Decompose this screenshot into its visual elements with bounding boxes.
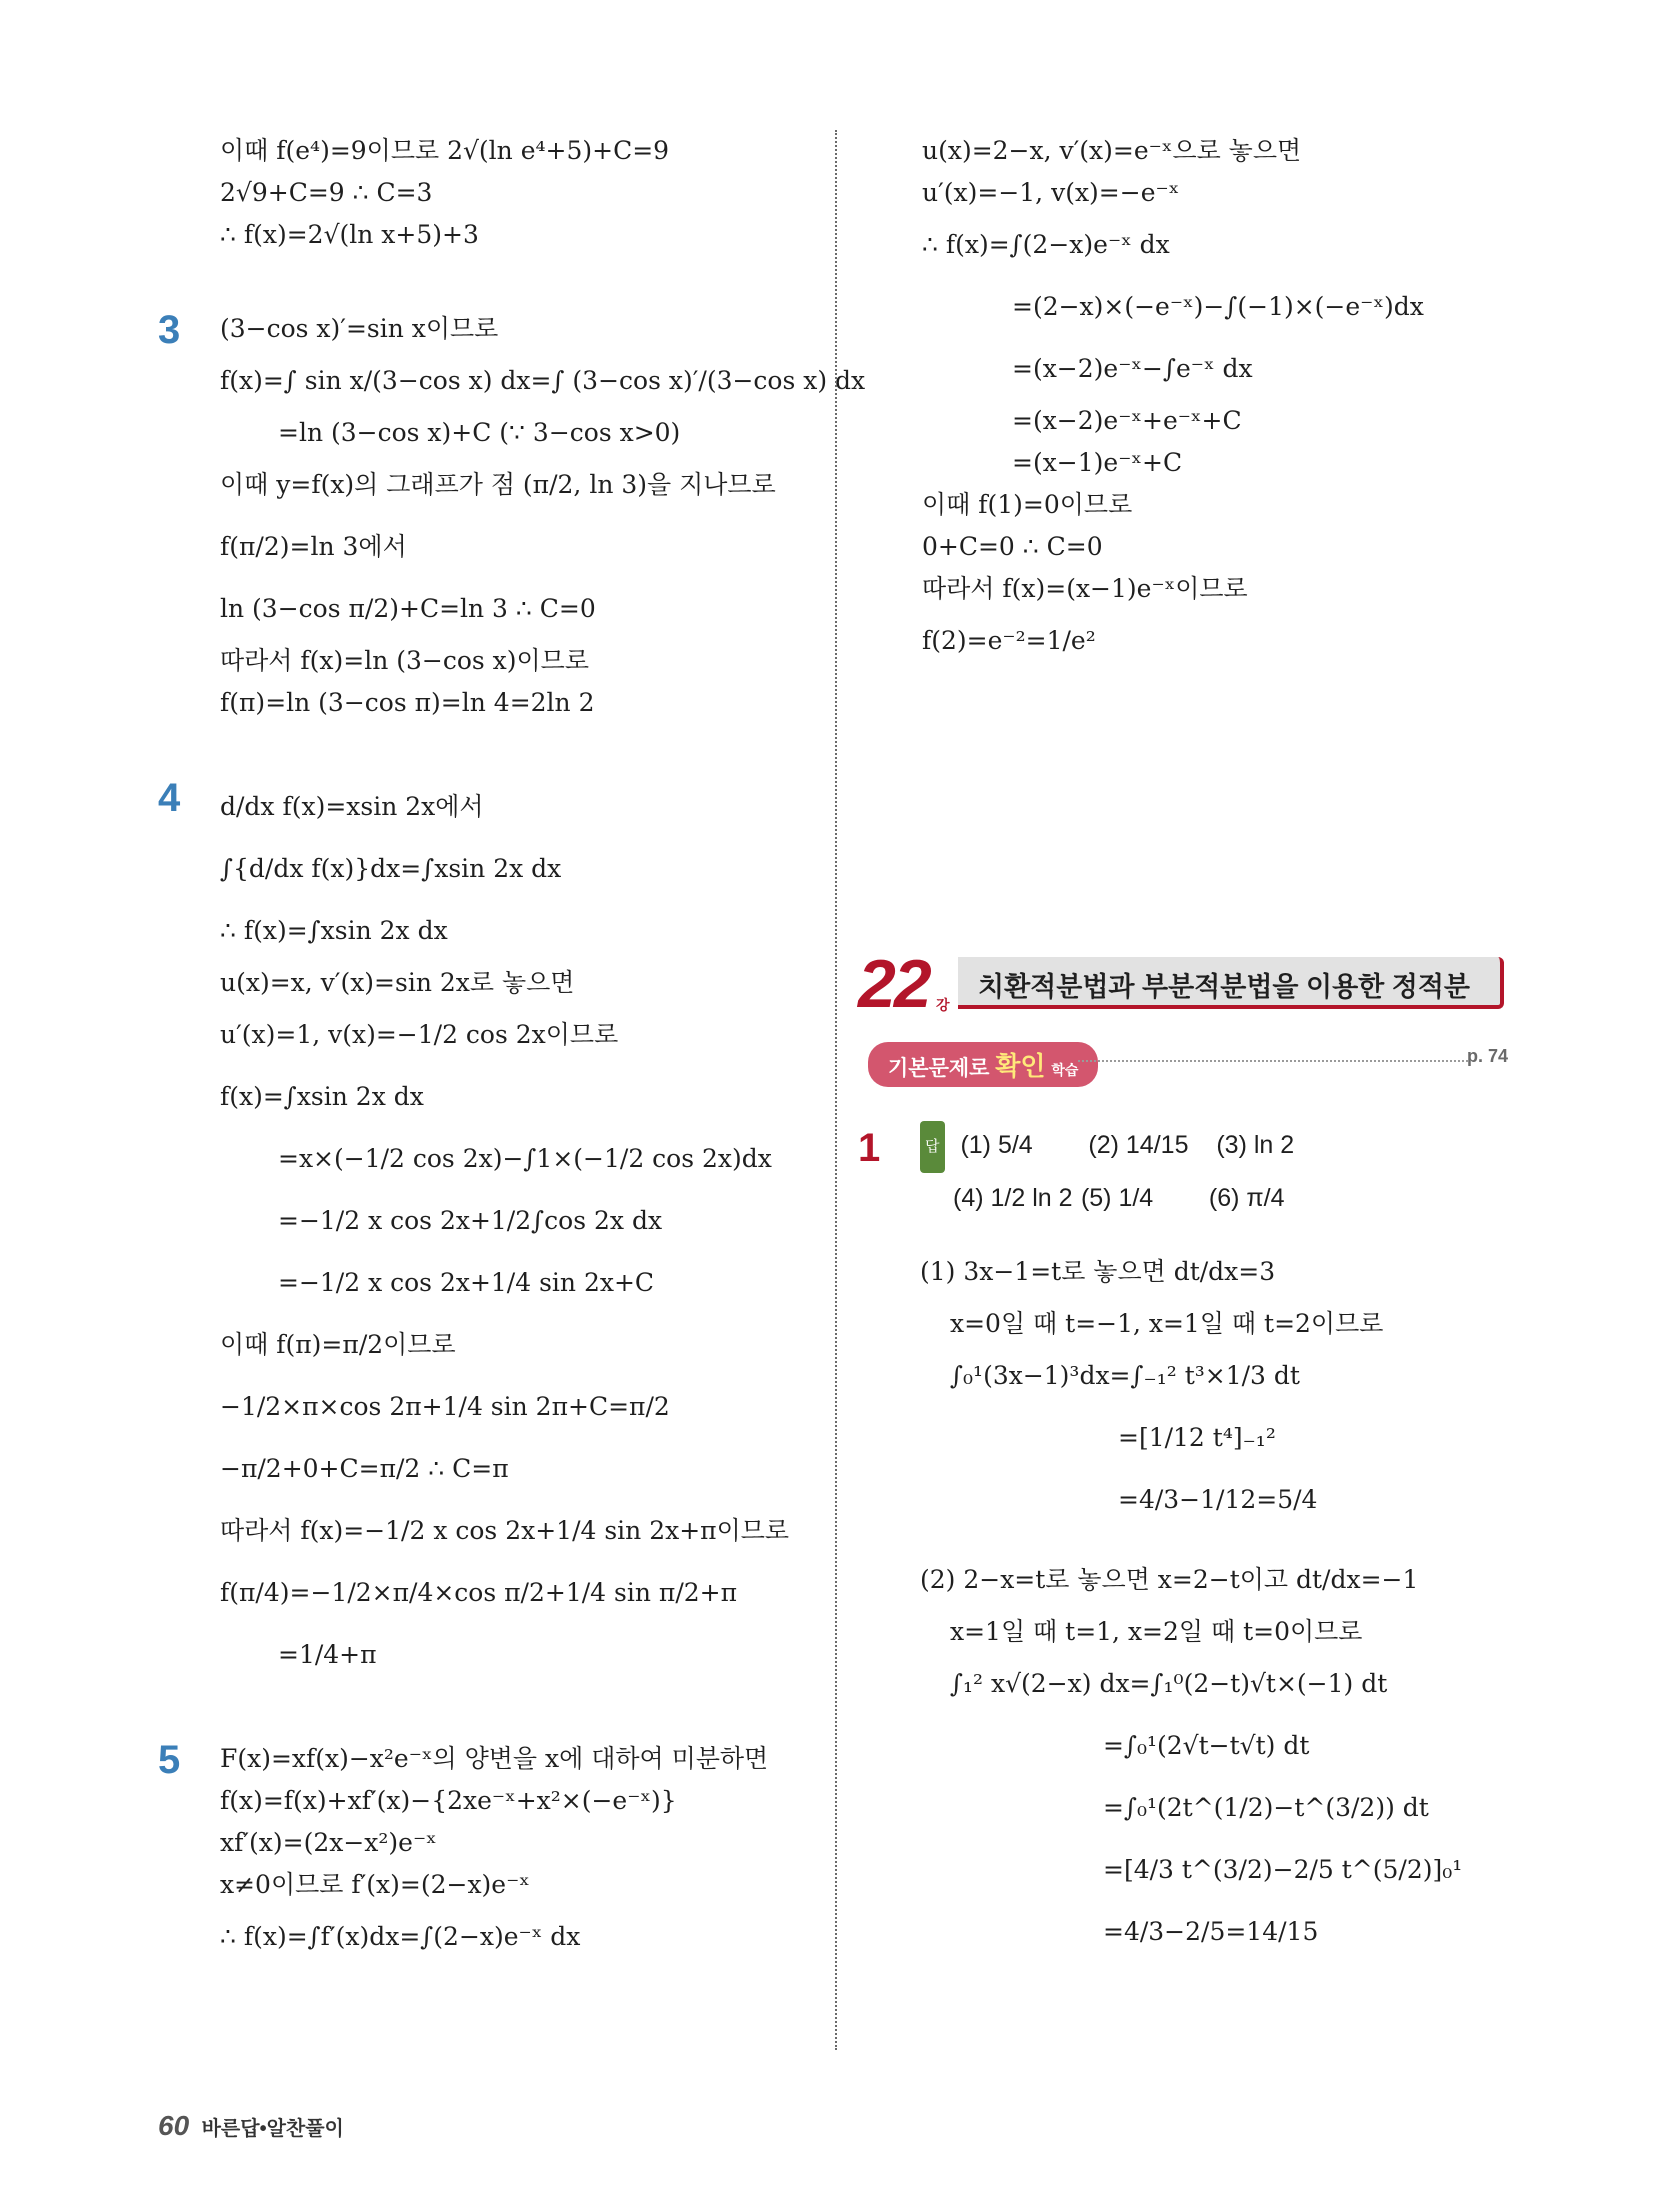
practice-badge (868, 1042, 1098, 1087)
math-line: f(x)=f(x)+xf′(x)−{2xe⁻ˣ+x²×(−e⁻ˣ)} (220, 1786, 677, 1815)
math-line: 따라서 f(x)=ln (3−cos x)이므로 (220, 646, 589, 675)
math-line: ∫₁² x√(2−x) dx=∫₁⁰(2−t)√t×(−1) dt (950, 1668, 1388, 1698)
problem-4 (158, 776, 818, 1686)
problem-number: 1 (858, 1126, 881, 1170)
math-line: −π/2+0+C=π/2 ∴ C=π (220, 1454, 509, 1483)
problem-5 (158, 1738, 818, 1968)
math-line: (3−cos x)′=sin x이므로 (220, 314, 499, 343)
math-line: =(2−x)×(−e⁻ˣ)−∫(−1)×(−e⁻ˣ)dx (1012, 292, 1424, 321)
math-line: 이때 f(π)=π/2이므로 (220, 1330, 456, 1359)
math-line: ∴ f(x)=∫xsin 2x dx (220, 916, 448, 945)
math-line: 이때 y=f(x)의 그래프가 점 (π/2, ln 3)을 지나므로 (220, 470, 776, 499)
math-line: =[4/3 t^(3/2)−2/5 t^(5/2)]₀¹ (1103, 1854, 1463, 1884)
practice-badge-row (868, 1042, 1508, 1082)
math-line: 이때 f(1)=0이므로 (922, 490, 1133, 519)
math-line: =ln (3−cos x)+C (∵ 3−cos x>0) (278, 418, 681, 447)
answer-item: (6) π/4 (1208, 1183, 1285, 1212)
math-line: u(x)=2−x, v′(x)=e⁻ˣ으로 놓으면 (922, 136, 1302, 165)
math-line: u′(x)=1, v(x)=−1/2 cos 2x이므로 (220, 1020, 619, 1049)
answer-item: (4) 1/2 ln 2 (953, 1183, 1073, 1212)
problem-1-block (858, 1120, 1538, 1963)
math-line: u′(x)=−1, v(x)=−e⁻ˣ (922, 178, 1180, 207)
book-title: 바른답•알찬풀이 (201, 2118, 344, 2140)
math-line: ∴ f(x)=2√(ln x+5)+3 (220, 220, 479, 249)
math-line: =−1/2 x cos 2x+1/4 sin 2x+C (278, 1268, 655, 1297)
math-line: ln (3−cos π/2)+C=ln 3 ∴ C=0 (220, 594, 596, 623)
math-line: d/dx f(x)=xsin 2x에서 (220, 792, 484, 821)
math-line: =−1/2 x cos 2x+1/2∫cos 2x dx (278, 1206, 663, 1235)
math-line: ∫{d/dx f(x)}dx=∫xsin 2x dx (220, 854, 562, 883)
badge-suffix: 학습 (1051, 1062, 1079, 1078)
math-line: =(x−2)e⁻ˣ−∫e⁻ˣ dx (1012, 354, 1253, 383)
section-unit: 강 (936, 997, 950, 1013)
answer-item: (3) ln 2 (1216, 1131, 1295, 1159)
problem-5-continuation (922, 130, 1542, 672)
section-number: 22 (858, 946, 930, 1022)
math-line: f(π/2)=ln 3에서 (220, 532, 407, 561)
math-line: (1) 3x−1=t로 놓으면 dt/dx=3 (920, 1256, 1276, 1286)
math-line: 따라서 f(x)=(x−1)e⁻ˣ이므로 (922, 574, 1248, 603)
math-line: =1/4+π (278, 1640, 377, 1669)
math-line: 따라서 f(x)=−1/2 x cos 2x+1/4 sin 2x+π이므로 (220, 1516, 790, 1545)
page-number: 60 (158, 2110, 190, 2141)
dotted-leader (1078, 1060, 1468, 1062)
math-line: =4/3−1/12=5/4 (1118, 1484, 1318, 1514)
math-line: ∴ f(x)=∫f′(x)dx=∫(2−x)e⁻ˣ dx (220, 1922, 581, 1951)
answer-row (953, 1173, 1538, 1223)
math-line: =x×(−1/2 cos 2x)−∫1×(−1/2 cos 2x)dx (278, 1144, 772, 1173)
math-line: f(2)=e⁻²=1/e² (922, 626, 1096, 655)
answer-row (920, 1120, 1538, 1173)
math-line: =[1/12 t⁴]₋₁² (1118, 1422, 1276, 1452)
answer-item: (2) 14/15 (1088, 1131, 1189, 1159)
answer-item: (5) 1/4 (1080, 1183, 1154, 1212)
math-line: =(x−1)e⁻ˣ+C (1012, 448, 1183, 477)
math-line: f(x)=∫ sin x/(3−cos x) dx=∫ (3−cos x)′/(3−cos x) dx (220, 366, 866, 395)
page-footer (158, 2110, 344, 2142)
math-line: f(π)=ln (3−cos π)=ln 4=2ln 2 (220, 688, 595, 717)
math-line: f(π/4)=−1/2×π/4×cos π/2+1/4 sin π/2+π (220, 1578, 738, 1607)
math-line: 2√9+C=9 ∴ C=3 (220, 178, 433, 207)
math-line: −1/2×π×cos 2π+1/4 sin 2π+C=π/2 (220, 1392, 670, 1421)
page-reference: p. 74 (1466, 1046, 1508, 1066)
answer-tag: 답 (920, 1121, 945, 1173)
math-line: 이때 f(e⁴)=9이므로 2√(ln e⁴+5)+C=9 (220, 136, 670, 165)
math-line: ∫₀¹(3x−1)³dx=∫₋₁² t³×1/3 dt (950, 1360, 1300, 1390)
problem-1 (858, 1120, 1538, 1963)
section-title: 치환적분법과 부분적분법을 이용한 정적분 (978, 972, 1470, 1002)
math-line: x≠0이므로 f′(x)=(2−x)e⁻ˣ (220, 1870, 530, 1899)
math-line: (2) 2−x=t로 놓으면 x=2−t이고 dt/dx=−1 (920, 1564, 1419, 1594)
badge-prefix: 기본문제로 (888, 1057, 990, 1080)
column-divider (835, 130, 837, 2050)
math-line: =∫₀¹(2t^(1/2)−t^(3/2)) dt (1103, 1792, 1429, 1822)
math-line: =(x−2)e⁻ˣ+e⁻ˣ+C (1012, 406, 1242, 435)
math-line: f(x)=∫xsin 2x dx (220, 1082, 424, 1111)
right-column (922, 130, 1542, 672)
problem-number: 5 (158, 1738, 181, 1782)
problem-number: 3 (158, 308, 181, 352)
section-title-bar (958, 957, 1504, 1009)
math-line: 0+C=0 ∴ C=0 (922, 532, 1103, 561)
math-line: =∫₀¹(2√t−t√t) dt (1103, 1730, 1310, 1760)
intro-block (158, 130, 818, 256)
math-line: ∴ f(x)=∫(2−x)e⁻ˣ dx (922, 230, 1170, 259)
problem-number: 4 (158, 776, 181, 820)
math-line: F(x)=xf(x)−x²e⁻ˣ의 양변을 x에 대하여 미분하면 (220, 1744, 769, 1773)
answer-item: (1) 5/4 (960, 1131, 1033, 1159)
problem-3 (158, 308, 866, 724)
math-line: u(x)=x, v′(x)=sin 2x로 놓으면 (220, 968, 575, 997)
math-line: x=1일 때 t=1, x=2일 때 t=0이므로 (950, 1616, 1363, 1646)
math-line: x=0일 때 t=−1, x=1일 때 t=2이므로 (950, 1308, 1384, 1338)
math-line: =4/3−2/5=14/15 (1103, 1916, 1319, 1946)
math-line: xf′(x)=(2x−x²)e⁻ˣ (220, 1828, 437, 1857)
badge-highlight: 확인 (995, 1051, 1046, 1081)
left-column (158, 130, 866, 1968)
